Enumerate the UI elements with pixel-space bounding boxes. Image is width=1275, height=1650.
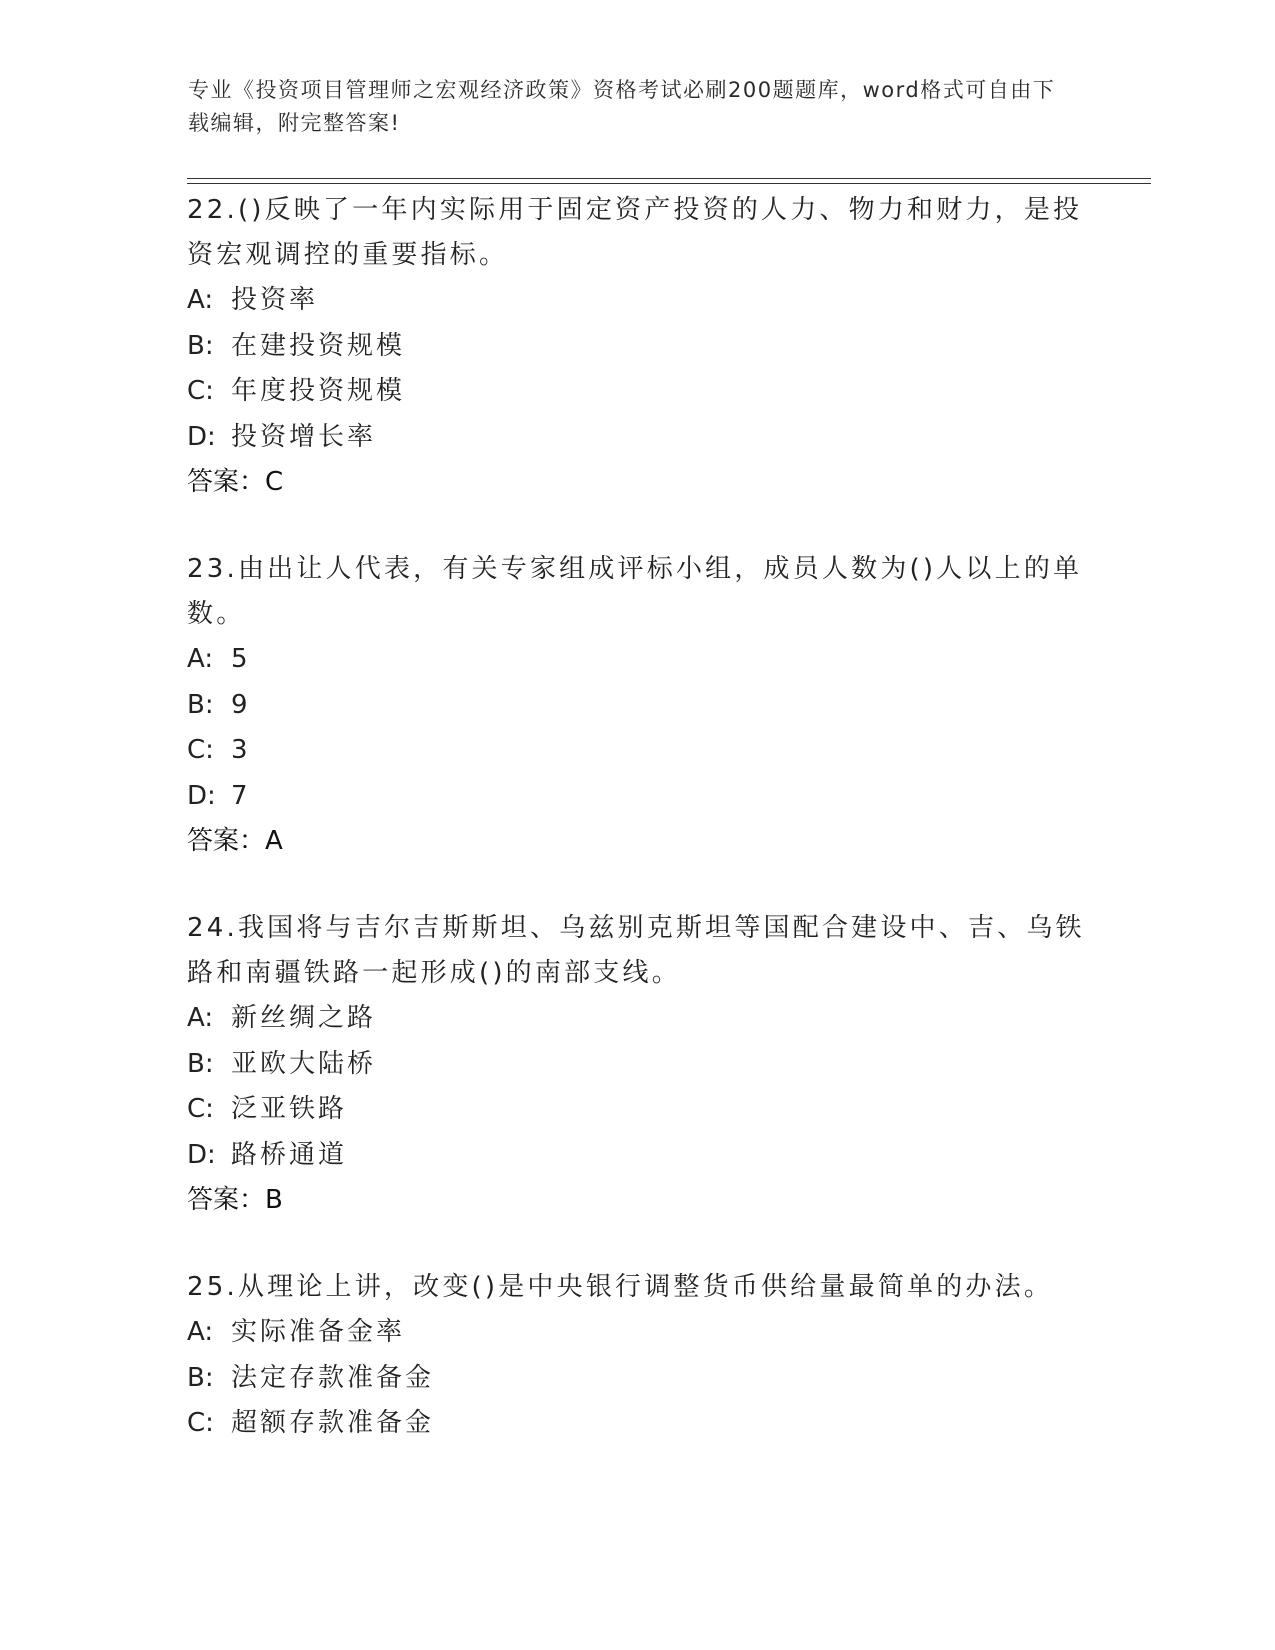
option-key: D:	[187, 421, 216, 452]
question-item	[187, 547, 1087, 864]
option-b	[187, 1042, 1087, 1088]
question-item	[187, 906, 1087, 1223]
option-key: B:	[187, 1362, 214, 1393]
option-text: 9	[231, 689, 251, 720]
header-divider-top	[187, 178, 1151, 179]
document-header: 专业《投资项目管理师之宏观经济政策》资格考试必刷200题题库，word格式可自由下载编辑，附完整答案!	[188, 78, 1056, 135]
option-key: A:	[187, 285, 214, 315]
answer-line	[187, 819, 1087, 864]
option-key: B:	[187, 1048, 214, 1079]
question-text: 22.()反映了一年内实际用于固定资产投资的人力、物力和财力，是投资宏观调控的重要指标。	[187, 195, 1083, 270]
option-text: 在建投资规模	[231, 330, 406, 361]
option-key: A:	[187, 1317, 214, 1347]
option-key: A:	[187, 1003, 214, 1033]
option-c	[187, 1087, 1087, 1133]
answer-line	[187, 1178, 1087, 1223]
option-text: 投资率	[231, 285, 319, 315]
answer-prefix: 答案：	[187, 1185, 266, 1215]
option-key: A:	[187, 644, 214, 674]
option-text: 5	[231, 644, 251, 674]
option-text: 超额存款准备金	[231, 1408, 435, 1438]
option-text: 亚欧大陆桥	[231, 1048, 377, 1079]
option-text: 投资增长率	[231, 421, 377, 452]
answer-line	[187, 460, 1087, 505]
option-key: C:	[187, 1094, 214, 1124]
option-d	[187, 1133, 1087, 1179]
answer-prefix: 答案：	[187, 826, 266, 856]
option-text: 实际准备金率	[231, 1317, 406, 1347]
option-c	[187, 1401, 1087, 1447]
option-text: 新丝绸之路	[231, 1003, 377, 1033]
answer-prefix: 答案：	[187, 467, 266, 497]
question-list	[187, 188, 1087, 1447]
question-text: 24.我国将与吉尔吉斯斯坦、乌兹别克斯坦等国配合建设中、吉、乌铁路和南疆铁路一起形成()的南部支线。	[187, 913, 1085, 988]
option-a	[187, 637, 1087, 683]
option-a	[187, 278, 1087, 324]
option-c	[187, 728, 1087, 774]
option-text: 路桥通道	[231, 1139, 348, 1170]
question-item	[187, 1265, 1087, 1447]
option-d	[187, 415, 1087, 461]
answer-value: B	[265, 1185, 283, 1215]
option-text: 3	[231, 735, 251, 765]
option-key: B:	[187, 330, 214, 361]
option-key: D:	[187, 780, 216, 811]
option-text: 法定存款准备金	[231, 1362, 435, 1393]
option-key: C:	[187, 1408, 214, 1438]
option-text: 年度投资规模	[231, 376, 406, 406]
option-key: B:	[187, 689, 214, 720]
answer-value: A	[265, 826, 283, 856]
question-item	[187, 188, 1087, 505]
option-b	[187, 324, 1087, 370]
option-key: D:	[187, 1139, 216, 1170]
header-divider-bottom	[187, 183, 1151, 184]
option-c	[187, 369, 1087, 415]
question-text: 25.从理论上讲，改变()是中央银行调整货币供给量最简单的办法。	[187, 1272, 1054, 1302]
question-text: 23.由出让人代表，有关专家组成评标小组，成员人数为()人以上的单数。	[187, 554, 1083, 629]
option-d	[187, 774, 1087, 820]
option-a	[187, 1310, 1087, 1356]
option-b	[187, 683, 1087, 729]
option-a	[187, 996, 1087, 1042]
option-key: C:	[187, 735, 214, 765]
option-text: 7	[231, 780, 251, 811]
answer-value: C	[265, 467, 284, 497]
option-key: C:	[187, 376, 214, 406]
option-text: 泛亚铁路	[231, 1094, 348, 1124]
option-b	[187, 1356, 1087, 1402]
